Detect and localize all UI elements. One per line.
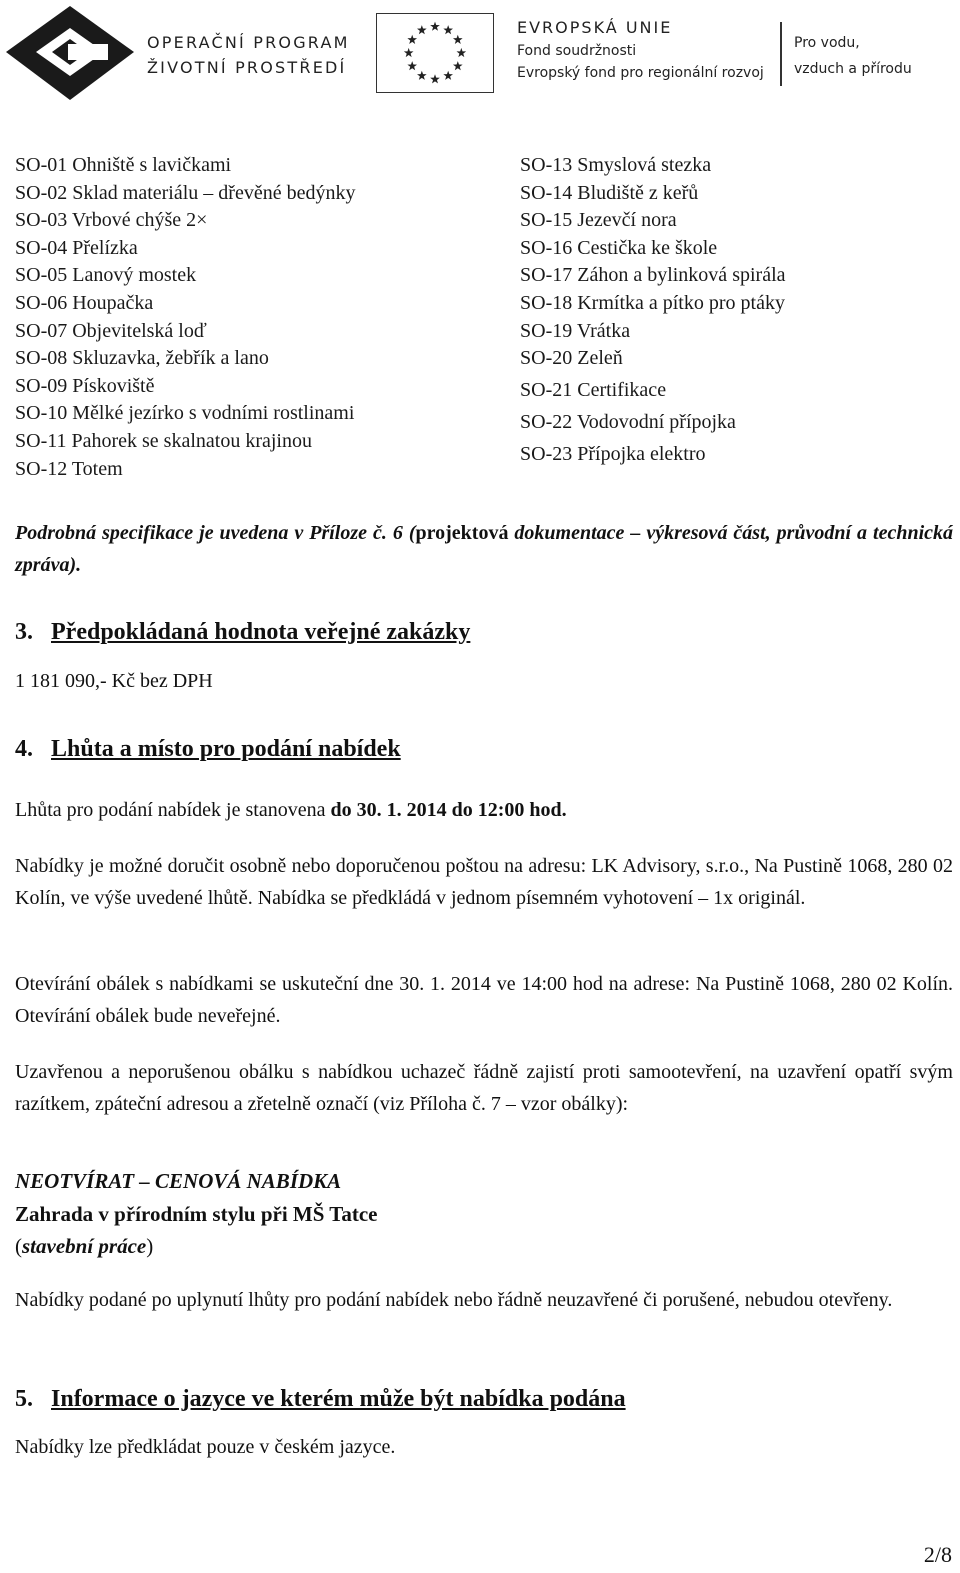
list-item: SO-15 Jezevčí nora [520,209,677,232]
op-title [147,30,350,80]
list-item: SO-10 Mělké jezírko s vodními rostlinami [15,402,355,425]
deadline-text [15,795,953,827]
specification-note [15,518,953,581]
late-offers-text: Nabídky podané po uplynutí lhůty pro podání nabídek nebo řádně neuzavřené či porušené, nebudou otevřeny. [15,1289,893,1311]
section-3-heading [15,619,470,646]
spec-part2: projektová [415,522,509,544]
eu-star-icon [443,71,453,80]
list-item: SO-20 Zeleň [520,347,623,370]
motto [794,30,912,82]
list-item: SO-21 Certifikace [520,378,667,401]
list-item: SO-01 Ohniště s lavičkami [15,154,232,176]
estimated-value: 1 181 090,- Kč bez DPH [15,670,213,692]
spec-part3: dokumentace – výkresová část, průvodní a technická zpráva). [15,522,954,576]
motto-line2: vzduch a přírodu [794,61,912,77]
page-number: 2/8 [923,1542,952,1567]
list-item: SO-18 Krmítka a pítko pro ptáky [520,291,785,314]
eu-star-icon [407,35,417,44]
deadline-date: do 30. 1. 2014 do 12:00 hod. [330,799,567,821]
deadline-prefix: Lhůta pro podání nabídek je stanovena [15,799,331,821]
eu-star-icon [456,48,466,57]
list-item: SO-19 Vrátka [520,319,631,342]
op-zp-logo-icon [6,4,136,104]
list-item: SO-13 Smyslová stezka [520,154,712,176]
eu-star-icon [417,25,427,34]
list-item: SO-05 Lanový mostek [15,264,197,287]
eu-star-icon [430,74,440,83]
list-item: SO-14 Bludiště z keřů [520,181,699,204]
paren-close: ) [146,1234,154,1258]
objects-list-left [15,152,355,483]
list-item: SO-16 Cestička ke škole [520,236,718,259]
envelope-label-line3 [15,1230,378,1263]
list-item: SO-06 Houpačka [15,291,154,314]
section-4-heading [15,736,401,763]
eu-star-icon [443,25,453,34]
section-5-heading [15,1386,626,1413]
list-item: SO-03 Vrbové chýše 2× [15,209,208,232]
list-item: SO-07 Objevitelská loď [15,319,207,342]
paren-open: ( [15,1234,22,1258]
section-title: Lhůta a místo pro podání nabídek [51,736,401,762]
delivery-text: Nabídky je možné doručit osobně nebo doporučenou poštou na adresu: LK Advisory, s.r.o., Na Pustině 1068, 280 02 Kolín, ve výše uvedené lhůtě. Nabídka se předkládá v jednom písemném vyhotovení – 1x originál. [15,855,953,909]
envelope-label-line3-text: stavební práce [22,1234,147,1258]
objects-list-right [520,152,786,468]
list-item: SO-17 Záhon a bylinková spirála [520,264,786,287]
eu-title-line1: EVROPSKÁ UNIE [517,18,673,37]
envelope-label [15,1165,378,1263]
list-item: SO-04 Přelízka [15,236,138,259]
eu-title-line2: Fond soudržnosti [517,43,637,59]
section-number: 5. [15,1386,33,1412]
language-text: Nabídky lze předkládat pouze v českém jazyce. [15,1436,396,1458]
eu-flag-icon [376,13,494,93]
page-header [0,0,960,110]
eu-star-icon [430,22,440,31]
opening-text: Otevírání obálek s nabídkami se uskuteční dne 30. 1. 2014 ve 14:00 hod na adrese: Na Pustině 1068, 280 02 Kolín. Otevírání obálek bude neveřejné. [15,973,953,1027]
list-item: SO-12 Totem [15,457,123,480]
motto-line1: Pro vodu, [794,35,860,51]
list-item: SO-23 Přípojka elektro [520,442,706,465]
eu-star-icon [404,48,414,57]
envelope-label-line1: NEOTVÍRAT – CENOVÁ NABÍDKA [15,1169,342,1193]
eu-star-icon [407,61,417,70]
section-title: Informace o jazyce ve kterém může být nabídka podána [51,1386,626,1412]
list-item: SO-08 Skluzavka, žebřík a lano [15,347,269,370]
section-number: 3. [15,619,33,645]
eu-star-icon [453,35,463,44]
eu-star-icon [417,71,427,80]
list-item: SO-02 Sklad materiálu – dřevěné bedýnky [15,181,356,204]
eu-title-line3: Evropský fond pro regionální rozvoj [517,65,764,81]
list-item: SO-11 Pahorek se skalnatou krajinou [15,429,312,452]
op-title-line2: ŽIVOTNÍ PROSTŘEDÍ [147,58,347,77]
envelope-label-line2: Zahrada v přírodním stylu při MŠ Tatce [15,1201,378,1226]
envelope-text: Uzavřenou a neporušenou obálku s nabídkou uchazeč řádně zajistí proti samootevření, na uzavření opatří svým razítkem, zpáteční adresou a zřetelně označí (viz Příloha č. 7 – vzor obálky): [15,1061,953,1115]
spec-part1: Podrobná specifikace je uvedena v Příloze č. 6 ( [15,522,416,544]
header-divider [780,22,782,86]
list-item: SO-09 Pískoviště [15,374,155,397]
eu-title [517,16,764,84]
section-number: 4. [15,736,33,762]
eu-star-icon [453,61,463,70]
section-title: Předpokládaná hodnota veřejné zakázky [51,619,471,645]
op-title-line1: OPERAČNÍ PROGRAM [147,33,350,52]
list-item: SO-22 Vodovodní přípojka [520,410,736,433]
